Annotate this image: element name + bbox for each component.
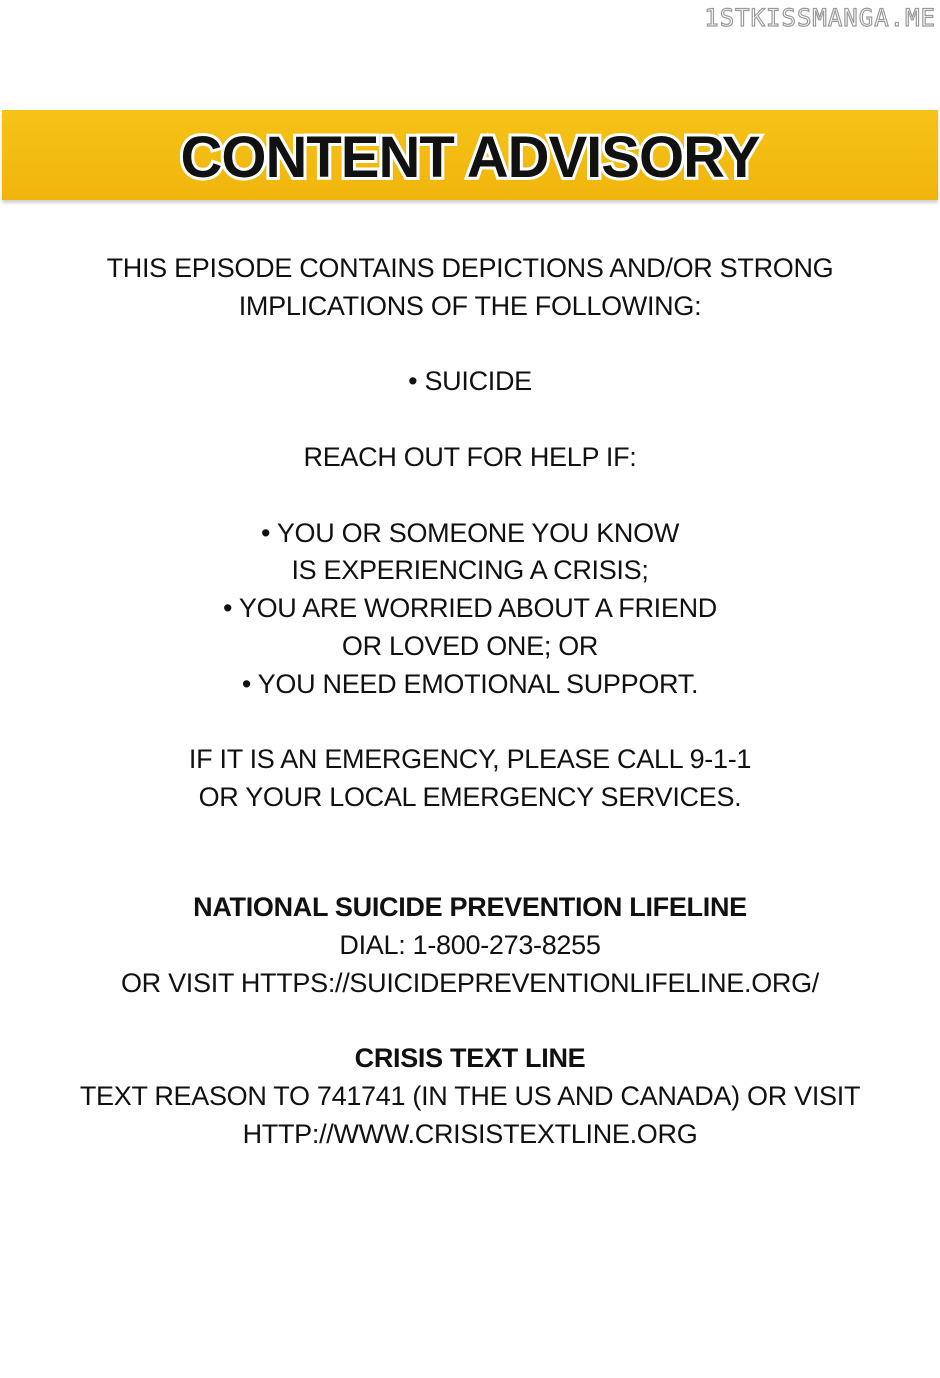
reach-out-line: OR LOVED ONE; OR: [341, 630, 599, 661]
lifeline-dial: DIAL: 1-800-273-8255: [339, 929, 601, 960]
advisory-body: [0, 250, 940, 1154]
reach-out-line: • YOU NEED EMOTIONAL SUPPORT.: [241, 668, 699, 699]
emergency-line: OR YOUR LOCAL EMERGENCY SERVICES.: [198, 782, 742, 813]
lifeline-title: NATIONAL SUICIDE PREVENTION LIFELINE: [193, 891, 747, 922]
banner-title: CONTENT ADVISORY: [180, 124, 760, 190]
lifeline-visit-link[interactable]: OR VISIT HTTPS://SUICIDEPREVENTIONLIFELINE.ORG/: [120, 967, 820, 998]
reach-out-line: IS EXPERIENCING A CRISIS;: [291, 555, 649, 586]
content-advisory-banner: [2, 110, 938, 200]
crisis-text-title: CRISIS TEXT LINE: [354, 1043, 586, 1074]
crisis-text-link[interactable]: HTTP://WWW.CRISISTEXTLINE.ORG: [242, 1118, 698, 1149]
site-watermark: 1STKISSMANGA.ME: [704, 4, 936, 32]
reach-out-line: • YOU OR SOMEONE YOU KNOW: [260, 517, 679, 548]
reach-out-line: • YOU ARE WORRIED ABOUT A FRIEND: [223, 593, 717, 624]
crisis-text-line: TEXT REASON TO 741741 (IN THE US AND CANADA) OR VISIT: [79, 1080, 861, 1111]
topic-item: • SUICIDE: [408, 366, 532, 397]
intro-line: IMPLICATIONS OF THE FOLLOWING:: [238, 290, 702, 321]
emergency-line: IF IT IS AN EMERGENCY, PLEASE CALL 9-1-1: [188, 744, 752, 775]
reach-out-heading: REACH OUT FOR HELP IF:: [303, 441, 637, 472]
intro-line: THIS EPISODE CONTAINS DEPICTIONS AND/OR STRONG: [106, 253, 834, 283]
